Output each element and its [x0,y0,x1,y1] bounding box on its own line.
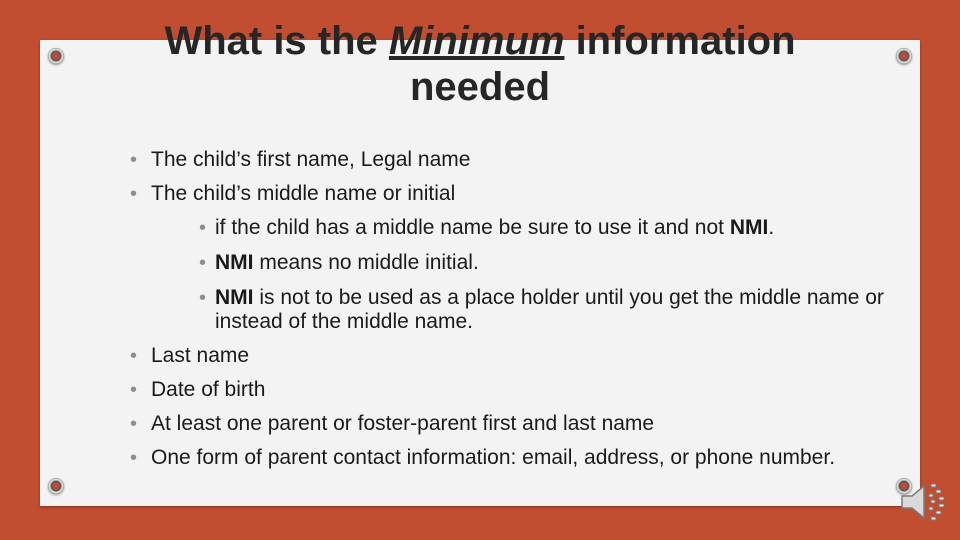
sub-item-text: is not to be used as a place holder until you get the middle name or instead of the middle name. [215,286,884,333]
list-item-text: At least one parent or foster-parent first and last name [151,412,655,435]
list-item [130,344,910,368]
sub-list-item [199,251,910,275]
title-text-2: information needed [409,19,796,109]
list-item [130,182,910,206]
slide-title [90,18,870,110]
list-item-text: The child’s first name, Legal name [151,148,471,171]
sub-list-item [199,216,910,240]
title-text-1: What is the [164,19,389,63]
list-item-text: The child’s middle name or initial [151,182,456,205]
list-item-text: Date of birth [151,378,266,401]
pushpin-icon [48,478,64,494]
list-item [130,446,910,470]
list-item [130,148,910,172]
sub-list-item [199,286,910,334]
sub-item-bold: NMI [729,216,769,239]
bullet-list [130,148,910,470]
list-item [130,378,910,402]
sub-item-bold: NMI [215,286,254,309]
sub-item-text: means no middle initial. [253,251,479,274]
list-item [130,412,910,436]
list-item-text: One form of parent contact information: email, address, or phone number. [151,446,836,469]
pushpin-icon [896,48,912,64]
sub-item-text: . [768,216,775,239]
sub-item-text: if the child has a middle name be sure to use it and not [215,216,730,239]
list-item-text: Last name [151,344,250,367]
sub-bullet-list [130,216,910,334]
sub-item-bold: NMI [215,251,254,274]
speaker-icon[interactable] [898,478,948,526]
title-emphasis: Minimum [388,19,565,63]
pushpin-icon [48,48,64,64]
